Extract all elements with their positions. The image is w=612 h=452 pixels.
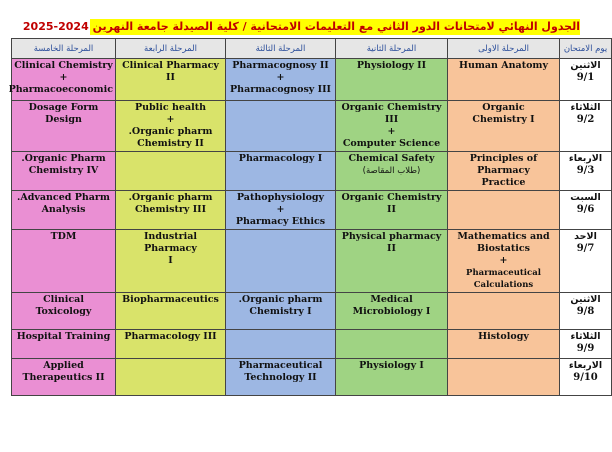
- subject-line: Organic: [482, 102, 525, 113]
- stage-2-cell: [336, 191, 448, 230]
- stage-3-cell: [226, 101, 336, 152]
- subject-line: I: [168, 255, 173, 266]
- stage-5-cell: [8, 59, 116, 101]
- subject-line: Physical pharmacy II: [341, 231, 442, 254]
- stage-4-cell: [116, 230, 226, 293]
- exam-day-cell: [560, 359, 612, 396]
- exam-day-cell: [560, 59, 612, 101]
- subject-line: Organic Chemistry III: [341, 102, 442, 125]
- exam-date: 9/3: [576, 165, 595, 176]
- subject-line: Principles of: [469, 153, 538, 164]
- stage-4-cell: [116, 152, 226, 191]
- header-stage-1: المرحلة الاولى: [448, 39, 560, 59]
- page-title: الجدول النهائي لامتحانات الدور الثاني مع التعليمات الامتحانية / كلية الصيدلة جامعة النهرين 2024-2025: [22, 20, 580, 33]
- subject-line: Biostatics: [477, 243, 530, 254]
- subject-line: Industrial Pharmacy: [143, 231, 197, 254]
- stage-1-cell: [448, 359, 560, 396]
- subject-line: Histology: [478, 331, 529, 342]
- header-day: يوم الامتحان: [560, 39, 612, 59]
- header-stage-3: المرحلة الثالثة: [226, 39, 336, 59]
- subject-line: Practice: [481, 177, 526, 188]
- day-name: الاثنين: [570, 60, 601, 71]
- subject-line: Organic pharm.: [128, 192, 213, 203]
- stage-3-cell: [226, 59, 336, 101]
- subject-line: Medical Microbiology I: [352, 294, 431, 317]
- table-row: [12, 230, 612, 293]
- day-name: الاحد: [574, 231, 597, 242]
- stage-1-cell: [448, 101, 560, 152]
- subject-line: Computer Science: [342, 138, 441, 149]
- stage-1-cell: [448, 59, 560, 101]
- subject-line: Technology II: [244, 372, 317, 383]
- exam-date: 9/10: [573, 372, 598, 383]
- subject-line: Applied: [43, 360, 84, 371]
- stage-3-cell: [226, 230, 336, 293]
- subject-line: Pharmacy Ethics: [235, 216, 326, 227]
- stage-4-cell: [116, 330, 226, 359]
- stage-2-cell: [336, 59, 448, 101]
- subject-line: Therapeutics II: [22, 372, 105, 383]
- stage-4-cell: [116, 359, 226, 396]
- table-row: [12, 191, 612, 230]
- subject-line: Chemistry II: [137, 138, 204, 149]
- exam-schedule-table: [8, 38, 612, 396]
- subject-line: Pharmaceutical: [466, 268, 541, 278]
- subject-line: Advanced Pharm.: [17, 192, 110, 203]
- stage-4-cell: [116, 59, 226, 101]
- subject-line: +: [276, 72, 285, 83]
- table-row: [12, 101, 612, 152]
- subject-line: Human Anatomy: [458, 60, 549, 71]
- subject-line: Mathematics and: [457, 231, 550, 242]
- subject-line: TDM: [50, 231, 77, 242]
- subject-line: Chemistry I: [249, 306, 312, 317]
- stage-1-cell: [448, 152, 560, 191]
- stage-2-cell: [336, 330, 448, 359]
- table-row: [12, 59, 612, 101]
- stage-2-cell: [336, 359, 448, 396]
- table-row: [12, 293, 612, 330]
- header-stage-4: المرحلة الرابعة: [116, 39, 226, 59]
- subject-line: Pharmacognosy III: [230, 84, 331, 95]
- subject-line: Pharmaceutical: [238, 360, 323, 371]
- stage-1-cell: [448, 293, 560, 330]
- day-name: الاثنين: [570, 294, 601, 305]
- exam-day-cell: [560, 330, 612, 359]
- header-stage-5: المرحلة الخامسة: [12, 39, 116, 59]
- exam-day-cell: [560, 191, 612, 230]
- stage-5-cell: [12, 359, 116, 396]
- stage-5-cell: [12, 191, 116, 230]
- stage-2-cell: [336, 293, 448, 330]
- exam-day-cell: [560, 230, 612, 293]
- subject-line: Chemistry IV: [28, 165, 99, 176]
- subject-line: Pharmacology III: [124, 331, 217, 342]
- subject-line: Clinical Toxicology: [35, 294, 92, 317]
- subject-line: +: [59, 72, 68, 83]
- subject-line: Pharmacoeconomic: [8, 84, 113, 95]
- subject-line: (طلاب المقاصة): [362, 166, 421, 176]
- day-name: الثلاثاء: [570, 331, 601, 342]
- stage-2-cell: [336, 152, 448, 191]
- table-row: [12, 359, 612, 396]
- header-stage-2: المرحلة الثانية: [336, 39, 448, 59]
- stage-1-cell: [448, 230, 560, 293]
- exam-date: 9/6: [576, 204, 595, 215]
- stage-2-cell: [336, 101, 448, 152]
- stage-1-cell: [448, 330, 560, 359]
- subject-line: +: [166, 114, 175, 125]
- subject-line: Organic pharm.: [128, 126, 213, 137]
- subject-line: Chemistry III: [134, 204, 207, 215]
- subject-line: Physiology II: [356, 60, 427, 71]
- day-name: الاربعاء: [568, 153, 603, 164]
- subject-line: +: [387, 126, 396, 137]
- exam-date: 9/8: [576, 306, 595, 317]
- stage-3-cell: [226, 359, 336, 396]
- exam-day-cell: [560, 101, 612, 152]
- stage-4-cell: [116, 101, 226, 152]
- stage-2-cell: [336, 230, 448, 293]
- exam-date: 9/2: [576, 114, 595, 125]
- subject-line: Organic pharm.: [238, 294, 323, 305]
- subject-line: Clinical Chemistry: [14, 60, 113, 71]
- day-name: الاربعاء: [568, 360, 603, 371]
- subject-line: Physiology I: [359, 360, 424, 371]
- exam-date: 9/9: [576, 343, 595, 354]
- subject-line: Chemistry I: [472, 114, 535, 125]
- stage-5-cell: [12, 101, 116, 152]
- exam-day-cell: [560, 293, 612, 330]
- subject-line: Pharmacology I: [238, 153, 323, 164]
- subject-line: Public health: [134, 102, 206, 113]
- subject-line: +: [276, 204, 285, 215]
- subject-line: Biopharmaceutics: [122, 294, 219, 305]
- subject-line: Hospital Training: [16, 331, 111, 342]
- stage-4-cell: [116, 191, 226, 230]
- stage-5-cell: [12, 230, 116, 293]
- stage-1-cell: [448, 191, 560, 230]
- subject-line: +: [499, 255, 508, 266]
- subject-line: Pharmacy: [477, 165, 530, 176]
- table-row: [12, 152, 612, 191]
- stage-3-cell: [226, 330, 336, 359]
- stage-3-cell: [226, 191, 336, 230]
- subject-line: Organic Chemistry II: [341, 192, 442, 215]
- subject-line: Pathophysiology: [236, 192, 325, 203]
- stage-5-cell: [12, 152, 116, 191]
- stage-5-cell: [12, 330, 116, 359]
- exam-date: 9/7: [576, 243, 595, 254]
- subject-line: Calculations: [473, 280, 534, 290]
- stage-3-cell: [226, 293, 336, 330]
- stage-3-cell: [226, 152, 336, 191]
- subject-line: Pharmacognosy II: [232, 60, 329, 71]
- subject-line: Chemical Safety: [348, 153, 435, 164]
- header-row: [12, 39, 612, 59]
- subject-line: Clinical Pharmacy II: [122, 60, 219, 83]
- table-row: [12, 330, 612, 359]
- day-name: السبت: [570, 192, 601, 203]
- stage-4-cell: [116, 293, 226, 330]
- subject-line: Organic Pharm.: [21, 153, 106, 164]
- exam-date: 9/1: [576, 72, 595, 83]
- day-name: الثلاثاء: [570, 102, 601, 113]
- subject-line: Analysis: [41, 204, 86, 215]
- exam-day-cell: [560, 152, 612, 191]
- subject-line: Dosage Form Design: [28, 102, 99, 125]
- stage-5-cell: [12, 293, 116, 330]
